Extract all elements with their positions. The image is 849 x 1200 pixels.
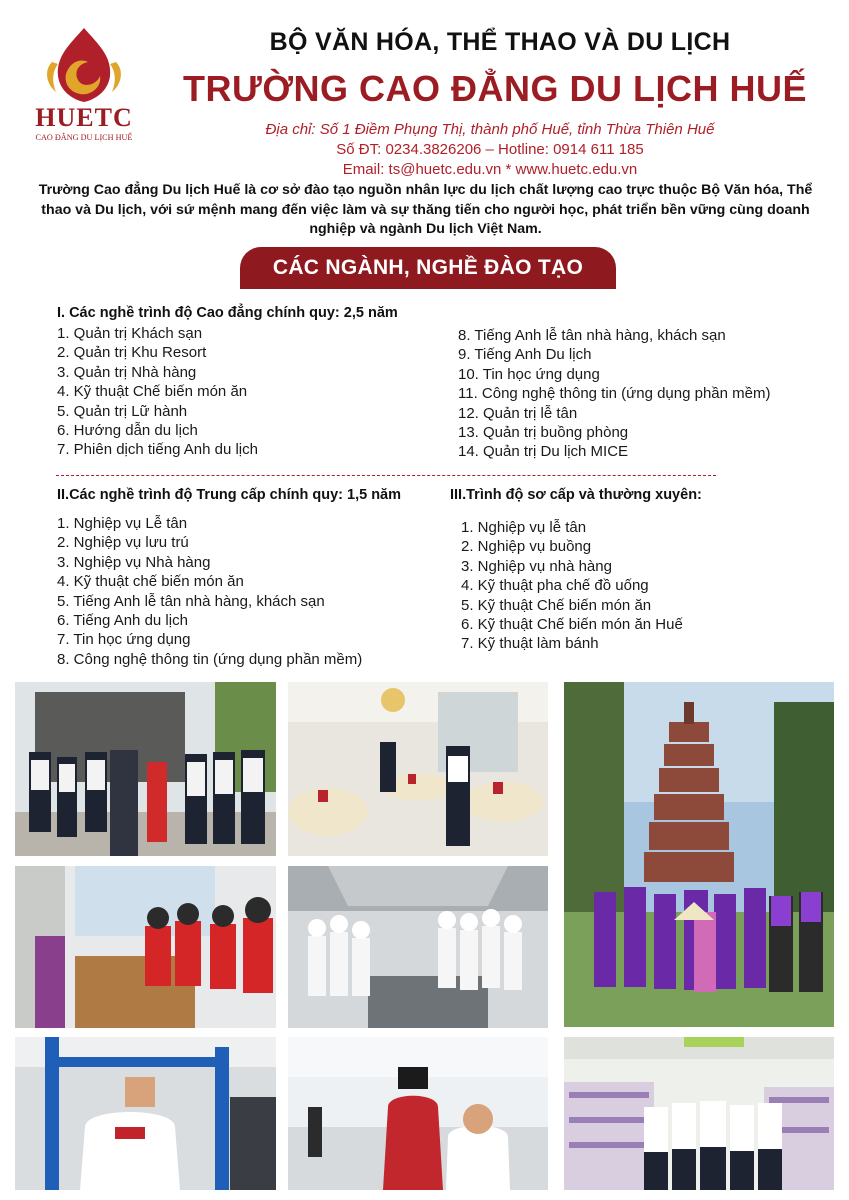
list-item: 10. Tin học ứng dụng <box>458 365 600 383</box>
list-item: 7. Tin học ứng dụng <box>57 631 191 649</box>
logo-tagline-text: CAO ĐẲNG DU LỊCH HUẾ <box>35 133 133 142</box>
list-item: 8. Tiếng Anh lễ tân nhà hàng, khách sạn <box>458 327 726 344</box>
ministry-title: BỘ VĂN HÓA, THỂ THAO VÀ DU LỊCH <box>269 28 731 56</box>
section1-right-list <box>458 326 770 462</box>
list-item: 3. Nghiệp vụ nhà hàng <box>461 557 612 575</box>
photo-front-office <box>15 866 276 1028</box>
photo-students-uniform <box>15 682 276 856</box>
section3-title: III.Trình độ sơ cấp và thường xuyên: <box>450 487 702 503</box>
school-logo <box>22 22 147 147</box>
photo-kitchen-class <box>288 866 548 1028</box>
photo-library-study <box>564 1037 834 1190</box>
section1-title: I. Các nghề trình độ Cao đẳng chính quy: 2,5 năm <box>57 305 398 321</box>
phone-text: Số ĐT: 0234.3826206 – Hotline: 0914 611 185 <box>336 141 644 158</box>
list-item: 11. Công nghệ thông tin (ứng dụng phần mềm) <box>458 385 771 403</box>
school-name: TRƯỜNG CAO ĐẲNG DU LỊCH HUẾ <box>182 68 808 109</box>
list-item: 12. Quản trị lễ tân <box>458 404 578 422</box>
list-item: 1. Quản trị Khách sạn <box>57 325 203 342</box>
section1-left-list <box>57 324 258 460</box>
list-item: 2. Nghiệp vụ lưu trú <box>57 534 189 552</box>
email-text: Email: ts@huetc.edu.vn * www.huetc.edu.vn <box>342 161 638 178</box>
intro-paragraph: Trường Cao đẳng Du lịch Huế là cơ sở đào tạo nguồn nhân lực du lịch chất lượng cao trực thuộc Bộ Văn hóa, Thể thao và Du lịch, với sứ mệnh mang đến việc làm và sự thăng tiến cho người học, phát triển bền vững cùng doanh nghiệp và ngành Du lịch Việt Nam. <box>38 182 813 237</box>
list-item: 4. Kỹ thuật Chế biến món ăn <box>57 383 248 401</box>
list-item: 2. Quản trị Khu Resort <box>57 344 207 362</box>
list-item: 6. Kỹ thuật Chế biến món ăn Huế <box>461 616 683 634</box>
list-item: 14. Quản trị Du lịch MICE <box>458 443 629 461</box>
list-item: 7. Phiên dịch tiếng Anh du lịch <box>57 441 258 459</box>
list-item: 5. Kỹ thuật Chế biến món ăn <box>461 596 652 614</box>
section-divider <box>56 475 716 476</box>
list-item: 3. Nghiệp vụ Nhà hàng <box>57 553 211 571</box>
list-item: 4. Kỹ thuật pha chế đồ uống <box>461 577 649 595</box>
logo-brand-text: HUETC <box>35 103 133 132</box>
photo-vr-technology <box>288 1037 548 1190</box>
list-item: 6. Tiếng Anh du lịch <box>57 612 188 630</box>
list-item: 2. Nghiệp vụ buồng <box>461 538 592 556</box>
list-item: 1. Nghiệp vụ Lễ tân <box>57 515 188 532</box>
photo-thien-mu-pagoda <box>564 682 834 1027</box>
list-item: 6. Hướng dẫn du lịch <box>57 422 198 440</box>
list-item: 1. Nghiệp vụ lễ tân <box>461 519 587 536</box>
list-item: 4. Kỹ thuật chế biến món ăn <box>57 573 244 591</box>
list-item: 3. Quản trị Nhà hàng <box>57 363 197 381</box>
list-item: 5. Quản trị Lữ hành <box>57 402 188 420</box>
address-text: Địa chỉ: Số 1 Điềm Phụng Thị, thành phố Huế, tỉnh Thừa Thiên Huế <box>265 121 715 138</box>
photo-restaurant-training <box>288 682 548 856</box>
list-item: 8. Công nghệ thông tin (ứng dụng phần mềm) <box>57 650 363 668</box>
list-item: 13. Quản trị buồng phòng <box>458 424 629 442</box>
list-item: 7. Kỹ thuật làm bánh <box>461 635 599 653</box>
section3-list <box>461 518 683 654</box>
section2-title: II.Các nghề trình độ Trung cấp chính quy: 1,5 năm <box>57 487 402 503</box>
programs-banner: CÁC NGÀNH, NGHỀ ĐÀO TẠO <box>240 247 616 289</box>
list-item: 5. Tiếng Anh lễ tân nhà hàng, khách sạn <box>57 592 325 610</box>
section2-list <box>57 514 362 669</box>
list-item: 9. Tiếng Anh Du lịch <box>458 346 592 364</box>
photo-fitness-training <box>15 1037 276 1190</box>
